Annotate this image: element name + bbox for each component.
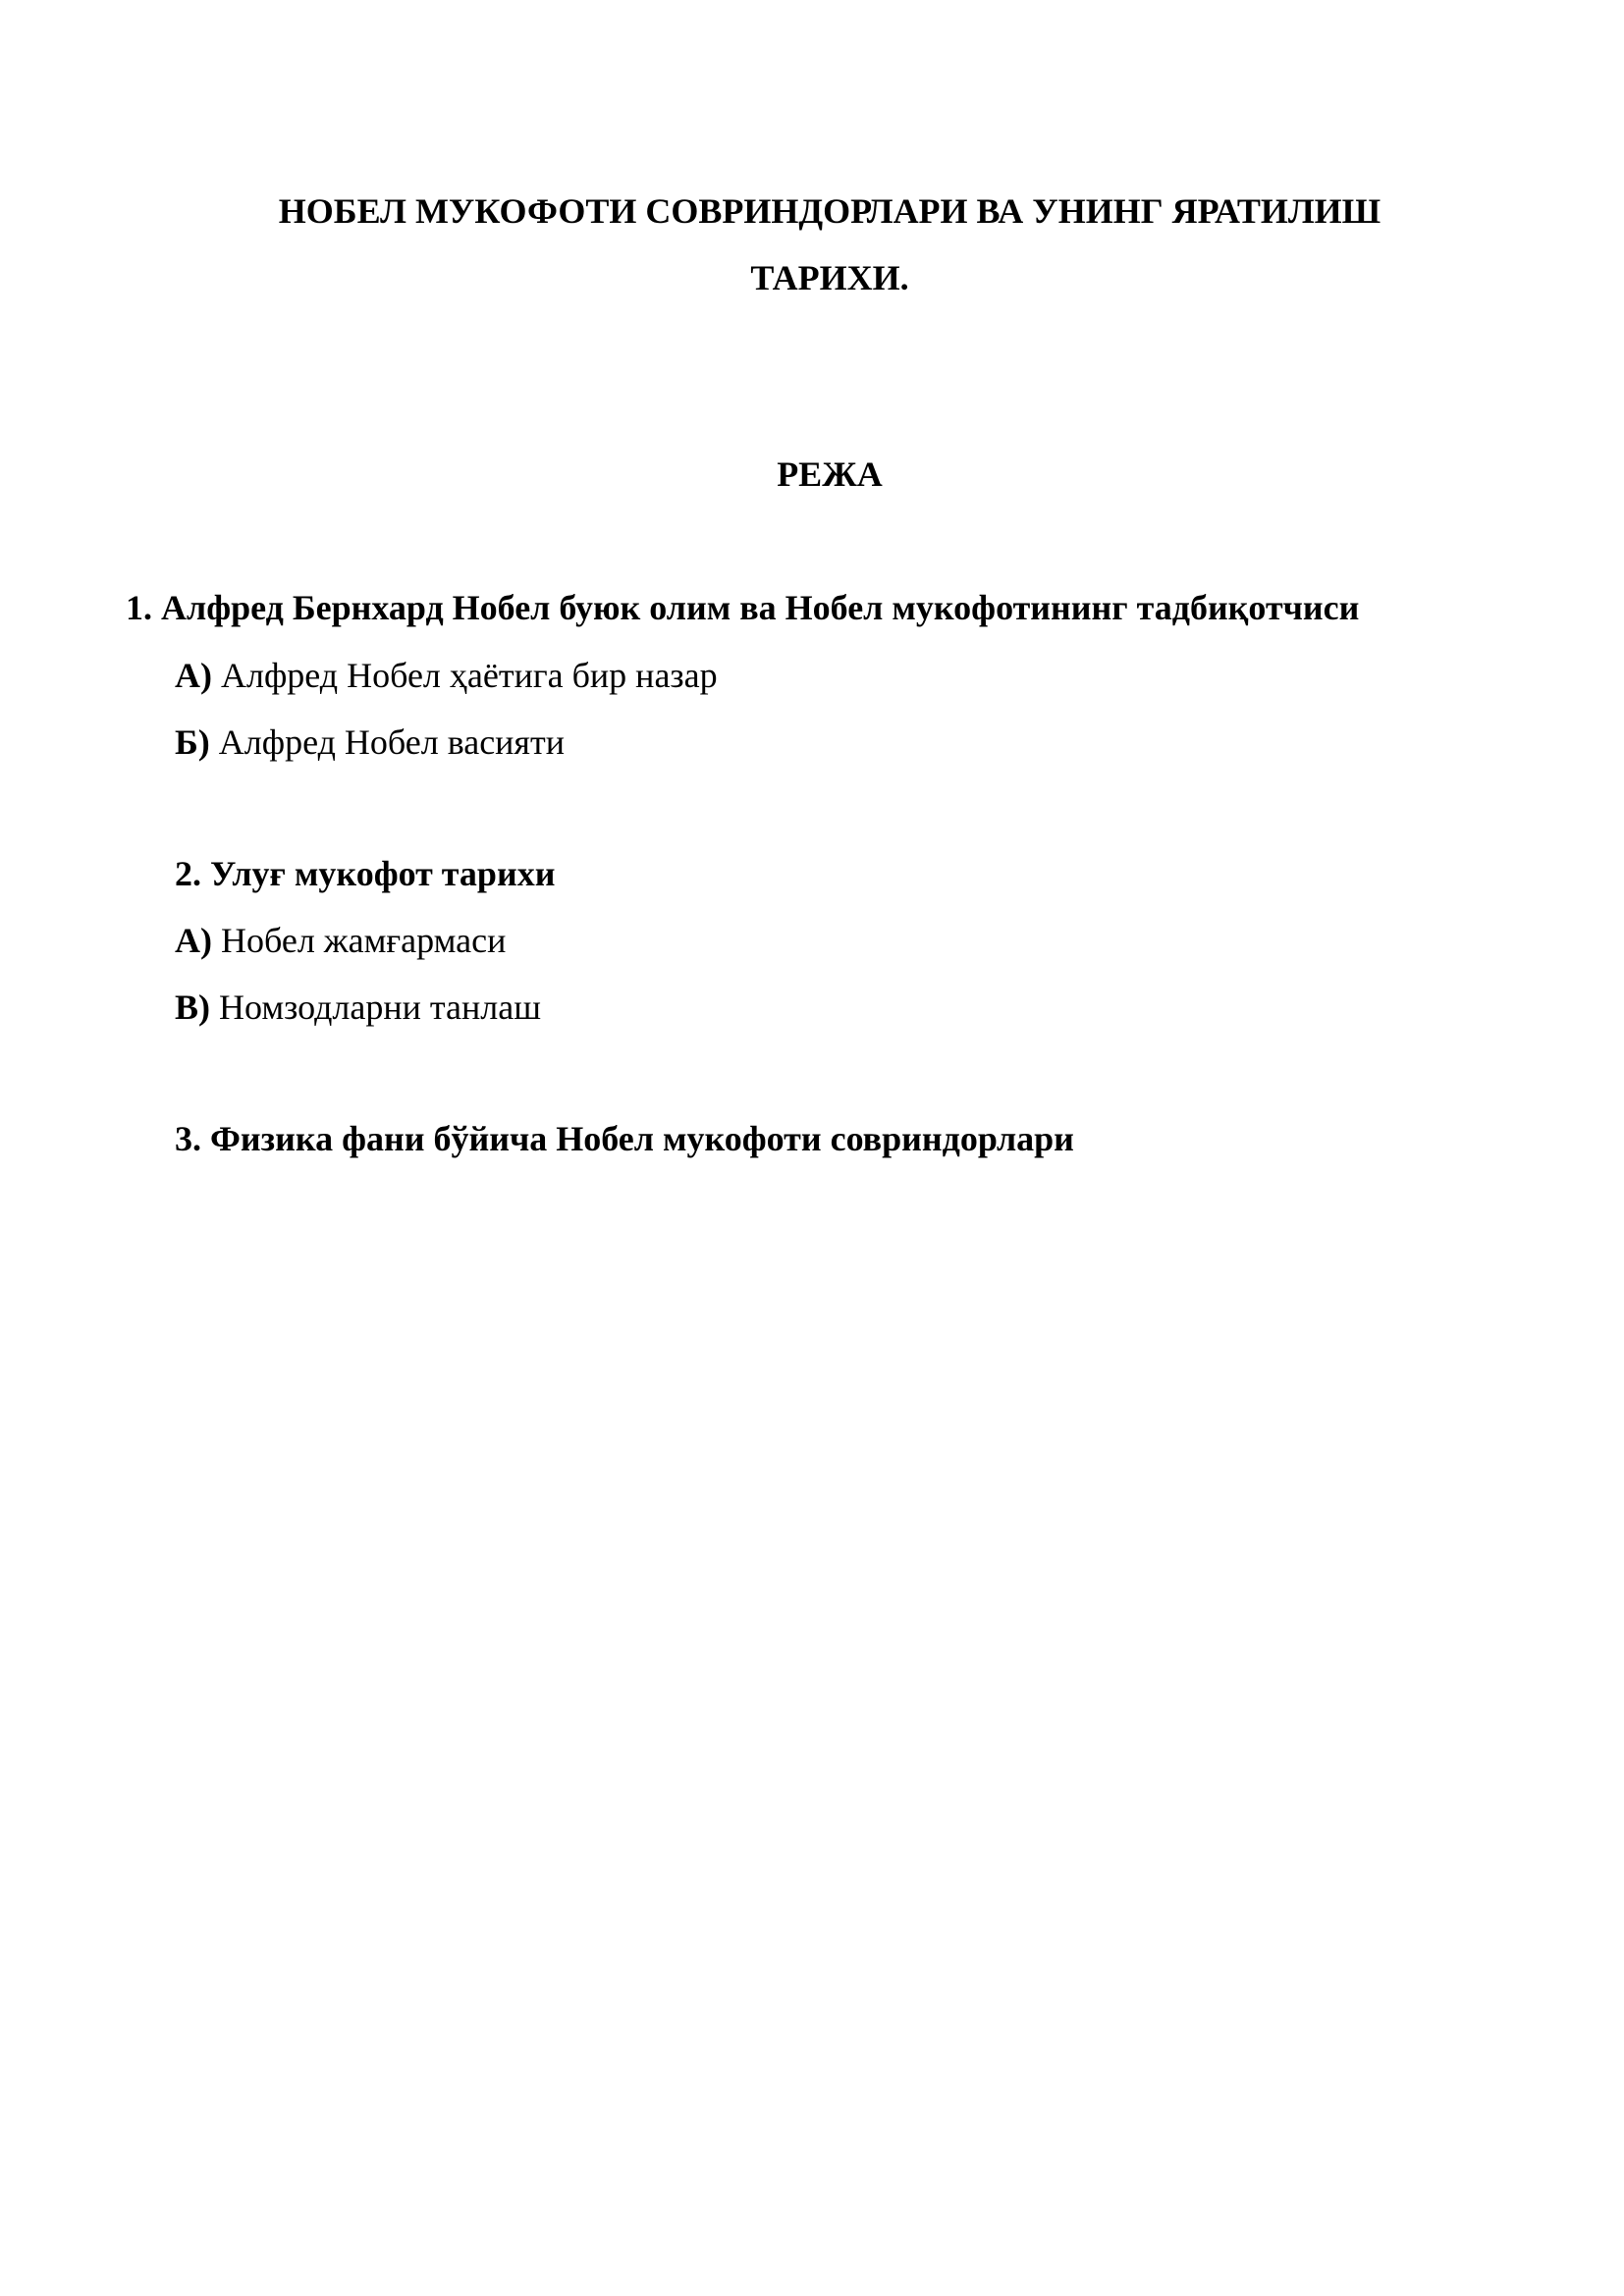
item-marker: А) — [175, 921, 212, 960]
section-2-item-b — [175, 986, 541, 1029]
section-1-heading: 1. Алфред Бернхард Нобел буюк олим ва Нобел мукофотининг тадбиқотчиси — [126, 588, 1360, 627]
title-line-1: НОБЕЛ МУКОФОТИ СОВРИНДОРЛАРИ ВА УНИНГ ЯРАТИЛИШ — [278, 191, 1381, 231]
section-1-item-b — [175, 721, 565, 764]
item-text: Номзодларни танлаш — [210, 988, 541, 1027]
item-text: Нобел жамғармаси — [212, 921, 507, 960]
document-title — [177, 178, 1483, 311]
item-marker: В) — [175, 988, 210, 1027]
plan-heading: РЕЖА — [777, 454, 883, 494]
title-line-2: ТАРИХИ. — [750, 258, 909, 297]
section-2-item-a — [175, 919, 506, 962]
item-text: Алфред Нобел ҳаётига бир назар — [212, 656, 718, 695]
item-marker: А) — [175, 656, 212, 695]
section-1-item-a — [175, 654, 718, 697]
section-3-heading: 3. Физика фани бўйича Нобел мукофоти совриндорлари — [175, 1119, 1074, 1158]
item-marker: Б) — [175, 722, 210, 762]
item-text: Алфред Нобел васияти — [209, 722, 565, 762]
section-2-heading: 2. Улуғ мукофот тарихи — [175, 854, 556, 893]
